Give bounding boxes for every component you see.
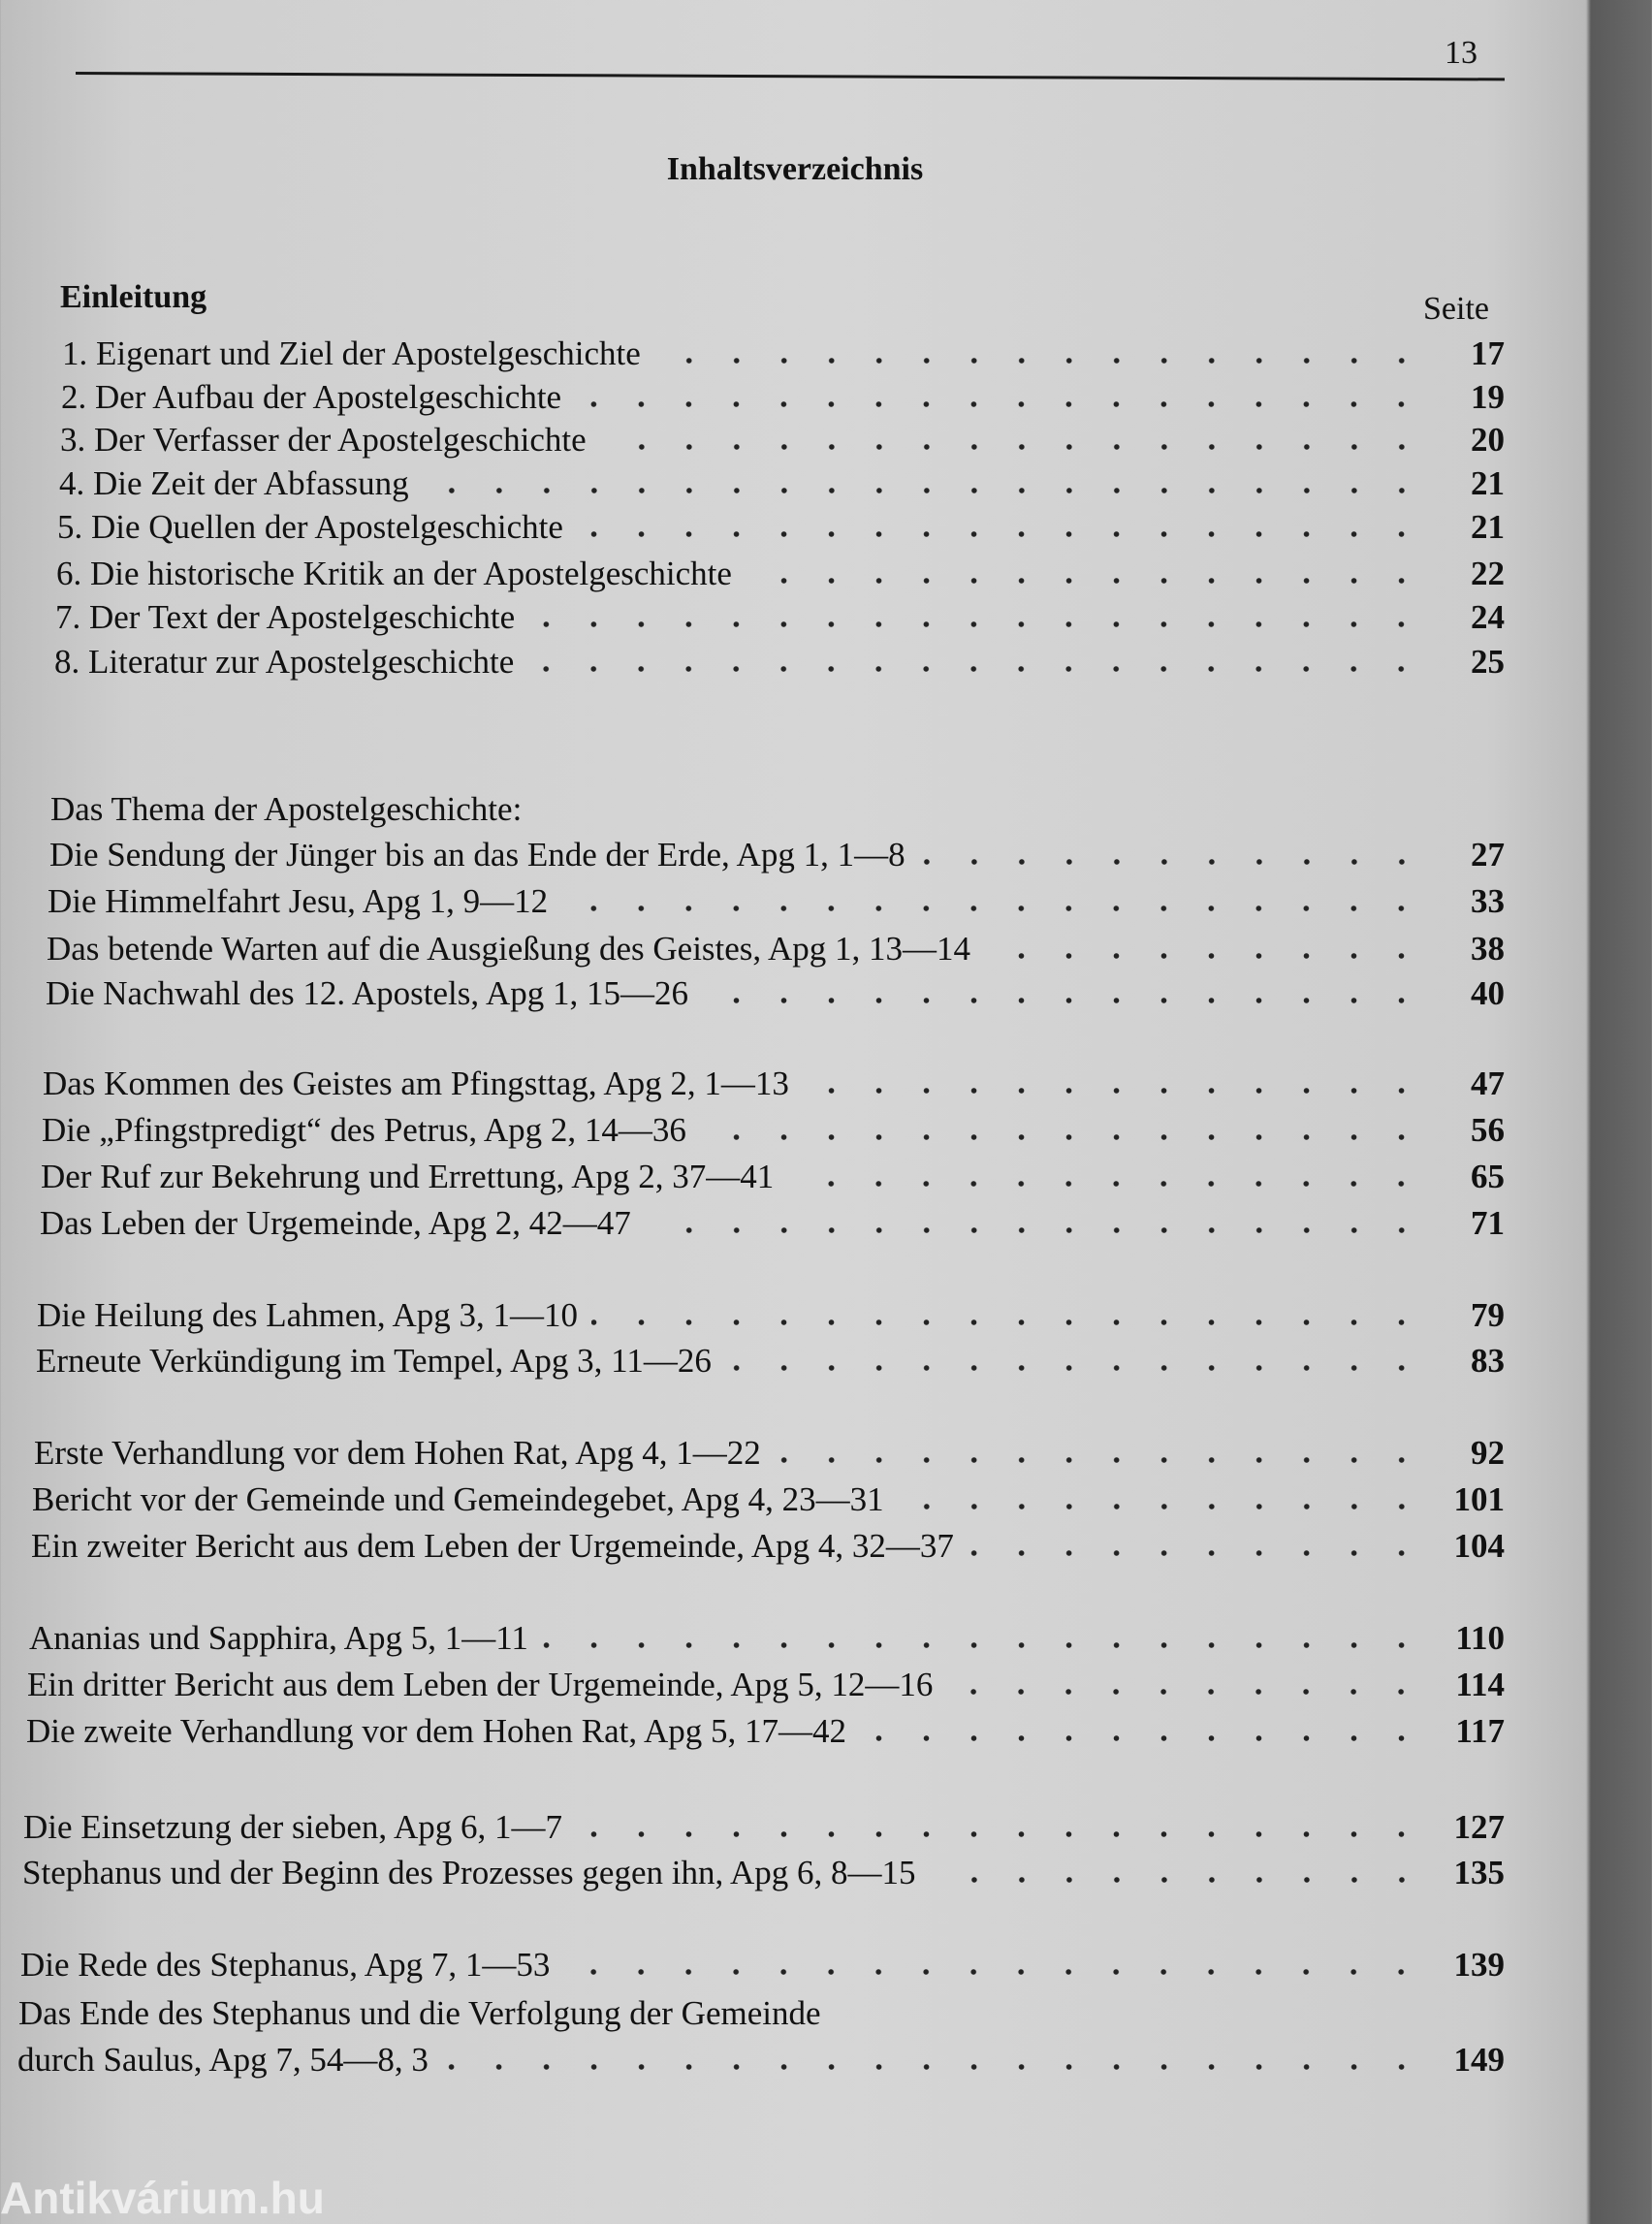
toc-entry-page: 21	[1471, 464, 1505, 502]
dot-leader	[442, 2063, 1425, 2071]
dot-leader	[575, 400, 1425, 408]
toc-entry-title: 2. Der Aufbau der Apostelgeschichte	[61, 378, 562, 416]
toc-entry-page: 127	[1453, 1808, 1505, 1846]
section-heading-einleitung: Einleitung	[60, 279, 207, 315]
toc-entry	[41, 1158, 1505, 1196]
toc-entry-page: 24	[1471, 598, 1505, 636]
toc-entry-page: 19	[1471, 378, 1505, 416]
toc-entry	[62, 334, 1505, 373]
toc-entry-title: Die „Pfingstpredigt“ des Petrus, Apg 2, 14—36	[42, 1111, 686, 1149]
toc-entry-page: 38	[1471, 930, 1505, 968]
dot-leader	[702, 997, 1425, 1004]
toc-entry-title: Die Himmelfahrt Jesu, Apg 1, 9—12	[48, 882, 549, 920]
page-number: 13	[1445, 35, 1477, 71]
dot-leader	[746, 577, 1425, 585]
dot-leader	[898, 1503, 1425, 1510]
toc-entry	[40, 1204, 1505, 1243]
toc-entry-title: Die Heilung des Lahmen, Apg 3, 1—10	[37, 1296, 578, 1334]
toc-entry	[48, 882, 1505, 921]
toc-entry-title: Der Ruf zur Bekehrung und Errettung, Apg 2, 37—41	[41, 1158, 775, 1195]
toc-entry	[59, 464, 1505, 503]
toc-entry-title: 7. Der Text der Apostelgeschichte	[55, 598, 516, 636]
dot-leader	[803, 1087, 1425, 1095]
page-title: Inhaltsverzeichnis	[666, 151, 924, 187]
toc-entry-page: 22	[1471, 555, 1505, 592]
dot-leader	[775, 1456, 1425, 1464]
toc-entry-page: 101	[1453, 1480, 1505, 1518]
toc-entry	[31, 1527, 1505, 1566]
toc-entry	[43, 1064, 1505, 1103]
toc-entry-page: 104	[1453, 1527, 1505, 1565]
toc-entry-page: 117	[1455, 1712, 1505, 1750]
dot-leader	[527, 665, 1425, 673]
toc-entry	[56, 555, 1505, 593]
toc-entry-title: Erste Verhandlung vor dem Hohen Rat, Apg 4, 1—22	[34, 1434, 761, 1472]
dot-leader	[919, 858, 1425, 866]
dot-leader	[591, 1319, 1425, 1326]
toc-entry	[22, 1854, 1505, 1892]
toc-entry-page: 40	[1471, 974, 1505, 1012]
toc-entry	[47, 930, 1505, 969]
toc-entry-page: 71	[1471, 1204, 1505, 1242]
dot-leader	[577, 530, 1425, 538]
toc-entry-page: 139	[1453, 1946, 1505, 1984]
header-rule	[76, 72, 1505, 80]
dot-leader	[576, 1830, 1425, 1838]
toc-entry-title: Die Sendung der Jünger bis an das Ende der Erde, Apg 1, 1—8	[49, 836, 905, 874]
toc-entry-title: Erneute Verkündigung im Tempel, Apg 3, 11—26	[36, 1342, 712, 1380]
dot-leader	[645, 1226, 1425, 1234]
toc-entry-title: Das Kommen des Geistes am Pfingsttag, Apg 2, 1—13	[43, 1064, 789, 1102]
toc-entry-page: 56	[1471, 1111, 1505, 1149]
dot-leader	[700, 1133, 1425, 1141]
toc-entry-title: Die Einsetzung der sieben, Apg 6, 1—7	[23, 1808, 563, 1846]
toc-entry	[17, 2041, 1505, 2080]
toc-entry	[55, 598, 1505, 637]
toc-entry	[46, 974, 1505, 1013]
toc-entry-title: Das betende Warten auf die Ausgießung des Geistes, Apg 1, 13—14	[47, 930, 971, 968]
toc-entry-title: Die Nachwahl des 12. Apostels, Apg 1, 15—26	[46, 974, 688, 1012]
dot-leader	[968, 1549, 1425, 1557]
toc-entry-title: Das Ende des Stephanus und die Verfolgung der Gemeinde	[18, 1994, 821, 2032]
toc-entry	[57, 508, 1505, 547]
toc-entry-page: 135	[1453, 1854, 1505, 1891]
toc-entry	[29, 1619, 1505, 1658]
dot-leader	[860, 1734, 1425, 1742]
toc-entry-page: 33	[1471, 882, 1505, 920]
toc-entry-page: 114	[1455, 1666, 1505, 1703]
toc-entry-title: 3. Der Verfasser der Apostelgeschichte	[60, 421, 587, 459]
toc-entry-title: Ein dritter Bericht aus dem Leben der Urgemeinde, Apg 5, 12—16	[27, 1666, 934, 1703]
toc-entry	[54, 643, 1505, 682]
toc-entry	[42, 1111, 1505, 1150]
toc-entry-page: 149	[1453, 2041, 1505, 2079]
toc-entry	[20, 1946, 1505, 1985]
dot-leader	[535, 812, 1425, 820]
toc-entry-page: 17	[1471, 334, 1505, 372]
toc-entry-title: Die Rede des Stephanus, Apg 7, 1—53	[20, 1946, 551, 1984]
dot-leader	[984, 952, 1425, 960]
toc-entry-title: 4. Die Zeit der Abfassung	[59, 464, 409, 502]
dot-leader	[423, 487, 1425, 494]
toc-entry-title: Ananias und Sapphira, Apg 5, 1—11	[29, 1619, 528, 1657]
dot-leader	[930, 1876, 1425, 1884]
dot-leader	[946, 1688, 1425, 1696]
toc-entry	[60, 421, 1505, 460]
toc-entry	[27, 1666, 1505, 1704]
dot-leader	[600, 443, 1425, 451]
toc-entry-title: Ein zweiter Bericht aus dem Leben der Urgemeinde, Apg 4, 32—37	[31, 1527, 954, 1565]
dot-leader	[787, 1180, 1425, 1188]
toc-entry-page: 110	[1455, 1619, 1505, 1657]
toc-entry-page: 25	[1471, 643, 1505, 681]
dot-leader	[654, 357, 1425, 365]
dot-leader	[835, 2017, 1426, 2024]
toc-entry-title: Das Leben der Urgemeinde, Apg 2, 42—47	[40, 1204, 631, 1242]
toc-entry	[34, 1434, 1505, 1473]
toc-entry	[26, 1712, 1505, 1751]
toc-entry-title: Stephanus und der Beginn des Prozesses gegen ihn, Apg 6, 8—15	[22, 1854, 916, 1891]
toc-entry-title: Das Thema der Apostelgeschichte:	[50, 790, 523, 828]
toc-entry-page: 83	[1471, 1342, 1505, 1380]
watermark: Antikvárium.hu	[0, 2173, 325, 2223]
dot-leader	[528, 620, 1425, 628]
toc-entry-page: 65	[1471, 1158, 1505, 1195]
toc-entry	[61, 378, 1505, 417]
toc-entry	[50, 790, 1505, 829]
toc-entry-title: 6. Die historische Kritik an der Apostelgeschichte	[56, 555, 732, 592]
dot-leader	[563, 1968, 1425, 1976]
toc-entry-title: Die zweite Verhandlung vor dem Hohen Rat, Apg 5, 17—42	[26, 1712, 846, 1750]
page-column-label: Seite	[1423, 291, 1489, 327]
toc-entry	[32, 1480, 1505, 1519]
toc-entry-title: 5. Die Quellen der Apostelgeschichte	[57, 508, 563, 546]
toc-entry-title: durch Saulus, Apg 7, 54—8, 3	[17, 2041, 429, 2079]
toc-entry	[49, 836, 1505, 874]
toc-entry	[18, 1994, 1505, 2033]
dot-leader	[725, 1364, 1425, 1372]
toc-entry-page: 20	[1471, 421, 1505, 459]
toc-entry-title: Bericht vor der Gemeinde und Gemeindegebet, Apg 4, 23—31	[32, 1480, 884, 1518]
dot-leader	[542, 1641, 1425, 1649]
dot-leader	[561, 905, 1425, 912]
toc-entry-page: 27	[1471, 836, 1505, 874]
toc-entry-title: 8. Literatur zur Apostelgeschichte	[54, 643, 515, 681]
toc-entry	[36, 1342, 1505, 1381]
toc-entry-page: 47	[1471, 1064, 1505, 1102]
toc-entry	[37, 1296, 1505, 1335]
toc-entry-page: 79	[1471, 1296, 1505, 1334]
toc-entry-page: 92	[1471, 1434, 1505, 1472]
toc-entry	[23, 1808, 1505, 1847]
toc-entry-page: 21	[1471, 508, 1505, 546]
toc-entry-title: 1. Eigenart und Ziel der Apostelgeschichte	[62, 334, 641, 372]
